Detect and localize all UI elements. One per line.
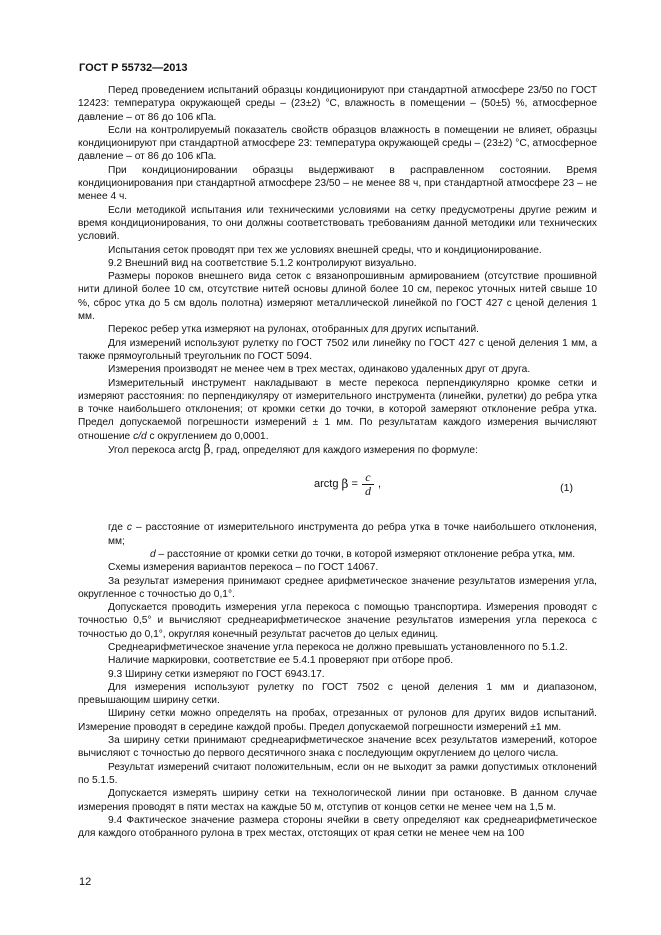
paragraph: Если на контролируемый показатель свойств образцов влажность в помещении не влияет, образцы кондиционируют при стандартной атмосфере 23: температура окружающей среды – (23±2) °С, атмосферное давление – от 86 до 106 кПа. <box>78 124 597 163</box>
paragraph-text: Измерительный инструмент накладывают в месте перекоса перпендикулярно кромке сетки и измеряют расстояния: по перпендикуляру от измерительного инструмента (линейки, рулетки) до ребра утка в точке наибольшего отклонения; от кромки сетки до точки, в которой замеряют отклонение ребра утка. Предел допускаемой погрешности измерений ± 1 мм. По результатам каждого измерения вычисляют отношение <box>78 377 597 442</box>
formula-number: (1) <box>560 482 573 495</box>
paragraph: Испытания сеток проводят при тех же условиях внешней среды, что и кондиционирование. <box>108 244 542 256</box>
where-d-text: – расстояние от кромки сетки до точки, в которой измеряют отклонение ребра утка, мм. <box>155 548 576 560</box>
paragraph: Среднеарифметическое значение угла перекоса не должно превышать установленного по 5.1.2. <box>108 641 568 653</box>
paragraph: Результат измерений считают положительным, если он не выходит за рамки допустимых отклонений по 5.1.5. <box>78 761 597 786</box>
formula-beta: β <box>341 477 349 492</box>
formula-1 <box>78 465 597 511</box>
formula-numerator: c <box>365 470 371 485</box>
paragraph: Перед проведением испытаний образцы кондиционируют при стандартной атмосфере 23/50 по ГОСТ 12423: температура окружающей среды – (23±2) °С, влажность в помещении – (50±5) %, атмосферное давление – от 86 до 106 кПа. <box>78 85 597 123</box>
paragraph: Измерения производят не менее чем в трех местах, одинаково удаленных друг от друга. <box>108 364 531 376</box>
formula-equals: = <box>351 478 358 491</box>
paragraph: Для измерения используют рулетку по ГОСТ 7502 с ценой деления 1 мм и диапазоном, превышающим ширину сетки. <box>78 681 597 707</box>
paragraph <box>78 443 597 457</box>
section-9-2: 9.2 Внешний вид на соответствие 5.1.2 контролируют визуально. <box>108 257 417 269</box>
var-c: c <box>126 522 132 534</box>
var-d: d <box>150 548 156 560</box>
where-c <box>78 521 597 548</box>
paragraph: Схемы измерения вариантов перекоса – по ГОСТ 14067. <box>108 562 379 574</box>
document-body <box>78 84 597 840</box>
formula-fraction <box>362 471 374 498</box>
paragraph: За результат измерения принимают среднее арифметическое значение результатов измерения угла, округленное с точностью до 0,1°. <box>78 575 597 600</box>
paragraph: Если методикой испытания или техническими условиями на сетку предусмотрены другие режим и время кондиционирования, то они должны соответствовать требованиям данной методики или технических условий. <box>78 204 597 243</box>
section-9-3: 9.3 Ширину сетки измеряют по ГОСТ 6943.17. <box>108 668 325 680</box>
beta-symbol: β <box>203 442 211 457</box>
where-word: где <box>108 522 127 534</box>
formula-denominator: d <box>364 484 371 499</box>
paragraph: Размеры пороков внешнего вида сеток с вязанопрошивным армированием (отсутствие прошивной нити длиной более 10 см, отсутствие нитей основы длиной более 10 см, перекос уточных нитей свыше 10 %, сброс утка до 5 см вдоль полотна) измеряют металлической линейкой по ГОСТ 427 с ценой деления 1 мм. <box>78 271 597 323</box>
paragraph: Ширину сетки можно определять на пробах, отрезанных от рулонов для других видов испытаний. Измерение проводят в середине каждой пробы. Предел допускаемой погрешности измерений ±1 мм. <box>78 708 597 733</box>
document-header: ГОСТ Р 55732—2013 <box>79 62 188 74</box>
paragraph: Для измерений используют рулетку по ГОСТ 7502 или линейку по ГОСТ 427 с ценой деления 1 мм, а также прямоугольный треугольник по ГОСТ 5094. <box>78 337 597 362</box>
page-number: 12 <box>79 876 92 888</box>
paragraph-text: Угол перекоса arctg <box>108 445 201 457</box>
paragraph: При кондиционировании образцы выдерживают в расправленном состоянии. Время кондиционирования при стандартной атмосфере 23/50 – не менее 88 ч, при стандартной атмосфере 23 – не менее 4 ч. <box>78 164 597 203</box>
section-9-4: 9.4 Фактическое значение размера стороны ячейки в свету определяют как среднеарифметическое для каждого отобранного рулона в трех местах, отстоящих от края сетки не менее чем на 100 <box>78 814 597 840</box>
paragraph-text: , град, определяют для каждого измерения по формуле: <box>210 445 478 457</box>
paragraph: Допускается измерять ширину сетки на технологической линии при остановке. В данном случае измерения проводят в пяти местах на каждые 50 м, отступив от концов сетки не менее чем на 1,5 м. <box>78 788 597 813</box>
paragraph: Допускается проводить измерения угла перекоса с помощью транспортира. Измерения проводят с точностью 0,5° и вычисляют среднеарифметическое значение результатов измерения угла перекоса с точностью до 0,1°, округляя конечный результат расчетов до целых единиц. <box>78 602 597 640</box>
paragraph: Наличие маркировки, соответствие ее 5.4.1 проверяют при отборе проб. <box>108 655 454 667</box>
paragraph: За ширину сетки принимают среднеарифметическое значение всех результатов измерений, которое вычисляют с точностью до первого десятичного знака с последующим округлением до целого числа. <box>78 735 597 760</box>
formula-expression <box>314 471 381 498</box>
paragraph-text: с округлением до 0,0001. <box>146 430 269 442</box>
formula-comma: , <box>377 478 382 491</box>
formula-arctg: arctg <box>314 478 339 491</box>
where-d <box>78 548 597 561</box>
paragraph: Перекос ребер утка измеряют на рулонах, отобранных для других испытаний. <box>108 324 480 336</box>
where-c-text: – расстояние от измерительного инструмента до ребра утка в точке наибольшего отклонения, мм; <box>108 522 597 547</box>
ratio-cd: c/d <box>133 430 147 442</box>
paragraph <box>78 377 597 443</box>
